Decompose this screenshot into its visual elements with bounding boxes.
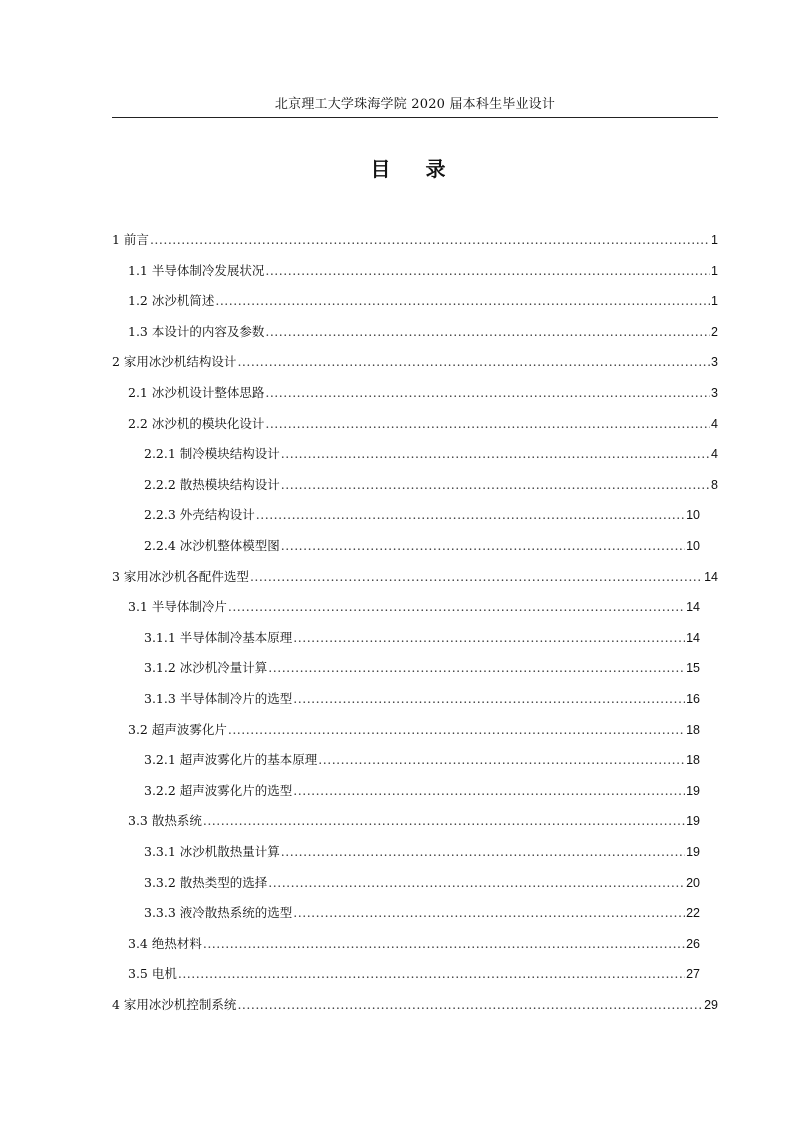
toc-entry[interactable]	[144, 873, 700, 893]
toc-leader-dots	[237, 352, 710, 372]
toc-leader-dots	[318, 750, 685, 770]
toc-entry-page: 3	[711, 355, 718, 370]
toc-entry-page: 22	[686, 906, 700, 921]
toc-entry-label: 2.2.1 制冷模块结构设计	[144, 446, 280, 462]
toc-leader-dots	[281, 444, 710, 464]
toc-leader-dots	[268, 658, 685, 678]
toc-entry[interactable]	[128, 414, 718, 434]
toc-entry-page: 18	[686, 722, 700, 737]
toc-leader-dots	[178, 964, 685, 984]
toc-entry-label: 3.3 散热系统	[128, 813, 202, 829]
toc-leader-dots	[265, 383, 710, 403]
toc-entry-page: 10	[686, 539, 700, 553]
toc-entry-page: 19	[686, 814, 700, 829]
toc-entry-label: 2 家用冰沙机结构设计	[112, 354, 237, 370]
toc-leader-dots	[265, 414, 710, 434]
toc-entry[interactable]	[144, 505, 700, 525]
toc-entry-page: 4	[711, 447, 718, 462]
toc-entry-label: 3 家用冰沙机各配件选型	[112, 568, 249, 584]
toc-entry[interactable]	[128, 934, 700, 954]
toc-entry-page: 14	[686, 630, 700, 645]
toc-entry-page: 10	[686, 508, 700, 523]
toc-entry[interactable]	[128, 322, 718, 342]
header-divider	[112, 117, 718, 118]
toc-leader-dots	[281, 475, 710, 495]
toc-leader-dots	[215, 291, 710, 311]
toc-leader-dots	[228, 597, 685, 617]
toc-entry-label: 2.2.3 外壳结构设计	[144, 507, 255, 523]
toc-entry-label: 1 前言	[112, 232, 149, 247]
toc-leader-dots	[293, 781, 685, 801]
toc-entry[interactable]	[144, 444, 718, 464]
toc-entry-page: 14	[704, 569, 718, 584]
toc-entry-label: 2.2.2 散热模块结构设计	[144, 476, 280, 492]
toc-entry-page: 18	[686, 753, 700, 768]
toc-entry[interactable]	[128, 720, 700, 740]
toc-entry-page: 27	[686, 967, 700, 982]
toc-entry[interactable]	[144, 658, 700, 678]
toc-entry-label: 3.4 绝热材料	[128, 935, 202, 951]
toc-entry-page: 1	[711, 294, 718, 309]
toc-entry-label: 3.3.2 散热类型的选择	[144, 874, 268, 890]
toc-entry-label: 3.3.1 冰沙机散热量计算	[144, 844, 280, 859]
toc-leader-dots	[228, 720, 685, 740]
toc-entry[interactable]	[144, 536, 700, 556]
toc-leader-dots	[150, 230, 710, 250]
toc-entry-page: 2	[711, 324, 718, 339]
toc-entry-page: 26	[686, 936, 700, 951]
toc-entry-page: 15	[686, 661, 700, 676]
toc-entry-label: 3.1.2 冰沙机冷量计算	[144, 660, 268, 676]
toc-entry-label: 4 家用冰沙机控制系统	[112, 997, 237, 1012]
toc-entry-page: 16	[686, 692, 700, 706]
toc-entry-label: 3.2.1 超声波雾化片的基本原理	[144, 752, 318, 768]
toc-entry[interactable]	[112, 352, 718, 372]
toc-leader-dots	[265, 261, 710, 281]
toc-leader-dots	[293, 689, 685, 709]
toc-entry-label: 3.1.1 半导体制冷基本原理	[144, 629, 293, 645]
toc-leader-dots	[293, 628, 685, 648]
toc-entry[interactable]	[144, 842, 700, 862]
toc-leader-dots	[203, 934, 685, 954]
toc-entry-page: 19	[686, 845, 700, 859]
toc-entry-label: 3.5 电机	[128, 966, 177, 982]
toc-leader-dots	[293, 903, 685, 923]
toc-entry-page: 19	[686, 783, 700, 798]
toc-entry-label: 1.3 本设计的内容及参数	[128, 323, 265, 339]
toc-entry[interactable]	[112, 567, 718, 587]
toc-entry-page: 14	[686, 600, 700, 615]
toc-entry-label: 3.2.2 超声波雾化片的选型	[144, 782, 293, 798]
toc-entry-page: 29	[704, 998, 718, 1012]
toc-entry-label: 2.1 冰沙机设计整体思路	[128, 385, 265, 400]
toc-entry-page: 8	[711, 477, 718, 492]
toc-entry-page: 20	[686, 875, 700, 890]
toc-entry[interactable]	[144, 628, 700, 648]
toc-entry-label: 3.1 半导体制冷片	[128, 599, 227, 615]
toc-entry[interactable]	[128, 597, 700, 617]
toc-entry-label: 2.2.4 冰沙机整体模型图	[144, 538, 280, 553]
toc-entry-label: 3.3.3 液冷散热系统的选型	[144, 905, 293, 921]
toc-entry[interactable]	[128, 811, 700, 831]
toc-entry[interactable]	[112, 230, 718, 250]
toc-entry-label: 3.1.3 半导体制冷片的选型	[144, 691, 293, 706]
toc-entry[interactable]	[144, 750, 700, 770]
toc-leader-dots	[250, 567, 703, 587]
toc-entry[interactable]	[144, 689, 700, 709]
toc-leader-dots	[237, 995, 703, 1015]
toc-entry-page: 1	[711, 263, 718, 278]
toc-entry[interactable]	[144, 475, 718, 495]
toc-entry-label: 1.1 半导体制冷发展状况	[128, 262, 265, 278]
toc-entry[interactable]	[144, 903, 700, 923]
toc-entry[interactable]	[128, 964, 700, 984]
toc-entry[interactable]	[128, 291, 718, 311]
toc-entry[interactable]	[112, 995, 718, 1015]
page-title: 目 录	[370, 157, 460, 181]
toc-entry[interactable]	[144, 781, 700, 801]
toc-entry-page: 3	[711, 386, 718, 400]
toc-leader-dots	[281, 536, 685, 556]
toc-entry-label: 1.2 冰沙机简述	[128, 293, 215, 309]
toc-entry-page: 1	[711, 233, 718, 247]
toc-entry-page: 4	[711, 416, 718, 431]
toc-leader-dots	[268, 873, 685, 893]
toc-leader-dots	[203, 811, 685, 831]
toc-entry-label: 2.2 冰沙机的模块化设计	[128, 415, 265, 431]
toc-leader-dots	[281, 842, 685, 862]
toc-entry[interactable]	[128, 261, 718, 281]
toc-entry[interactable]	[128, 383, 718, 403]
toc-entry-label: 3.2 超声波雾化片	[128, 721, 227, 737]
toc-leader-dots	[256, 505, 685, 525]
toc-leader-dots	[265, 322, 710, 342]
page-header: 北京理工大学珠海学院 2020 届本科生毕业设计	[274, 97, 556, 112]
